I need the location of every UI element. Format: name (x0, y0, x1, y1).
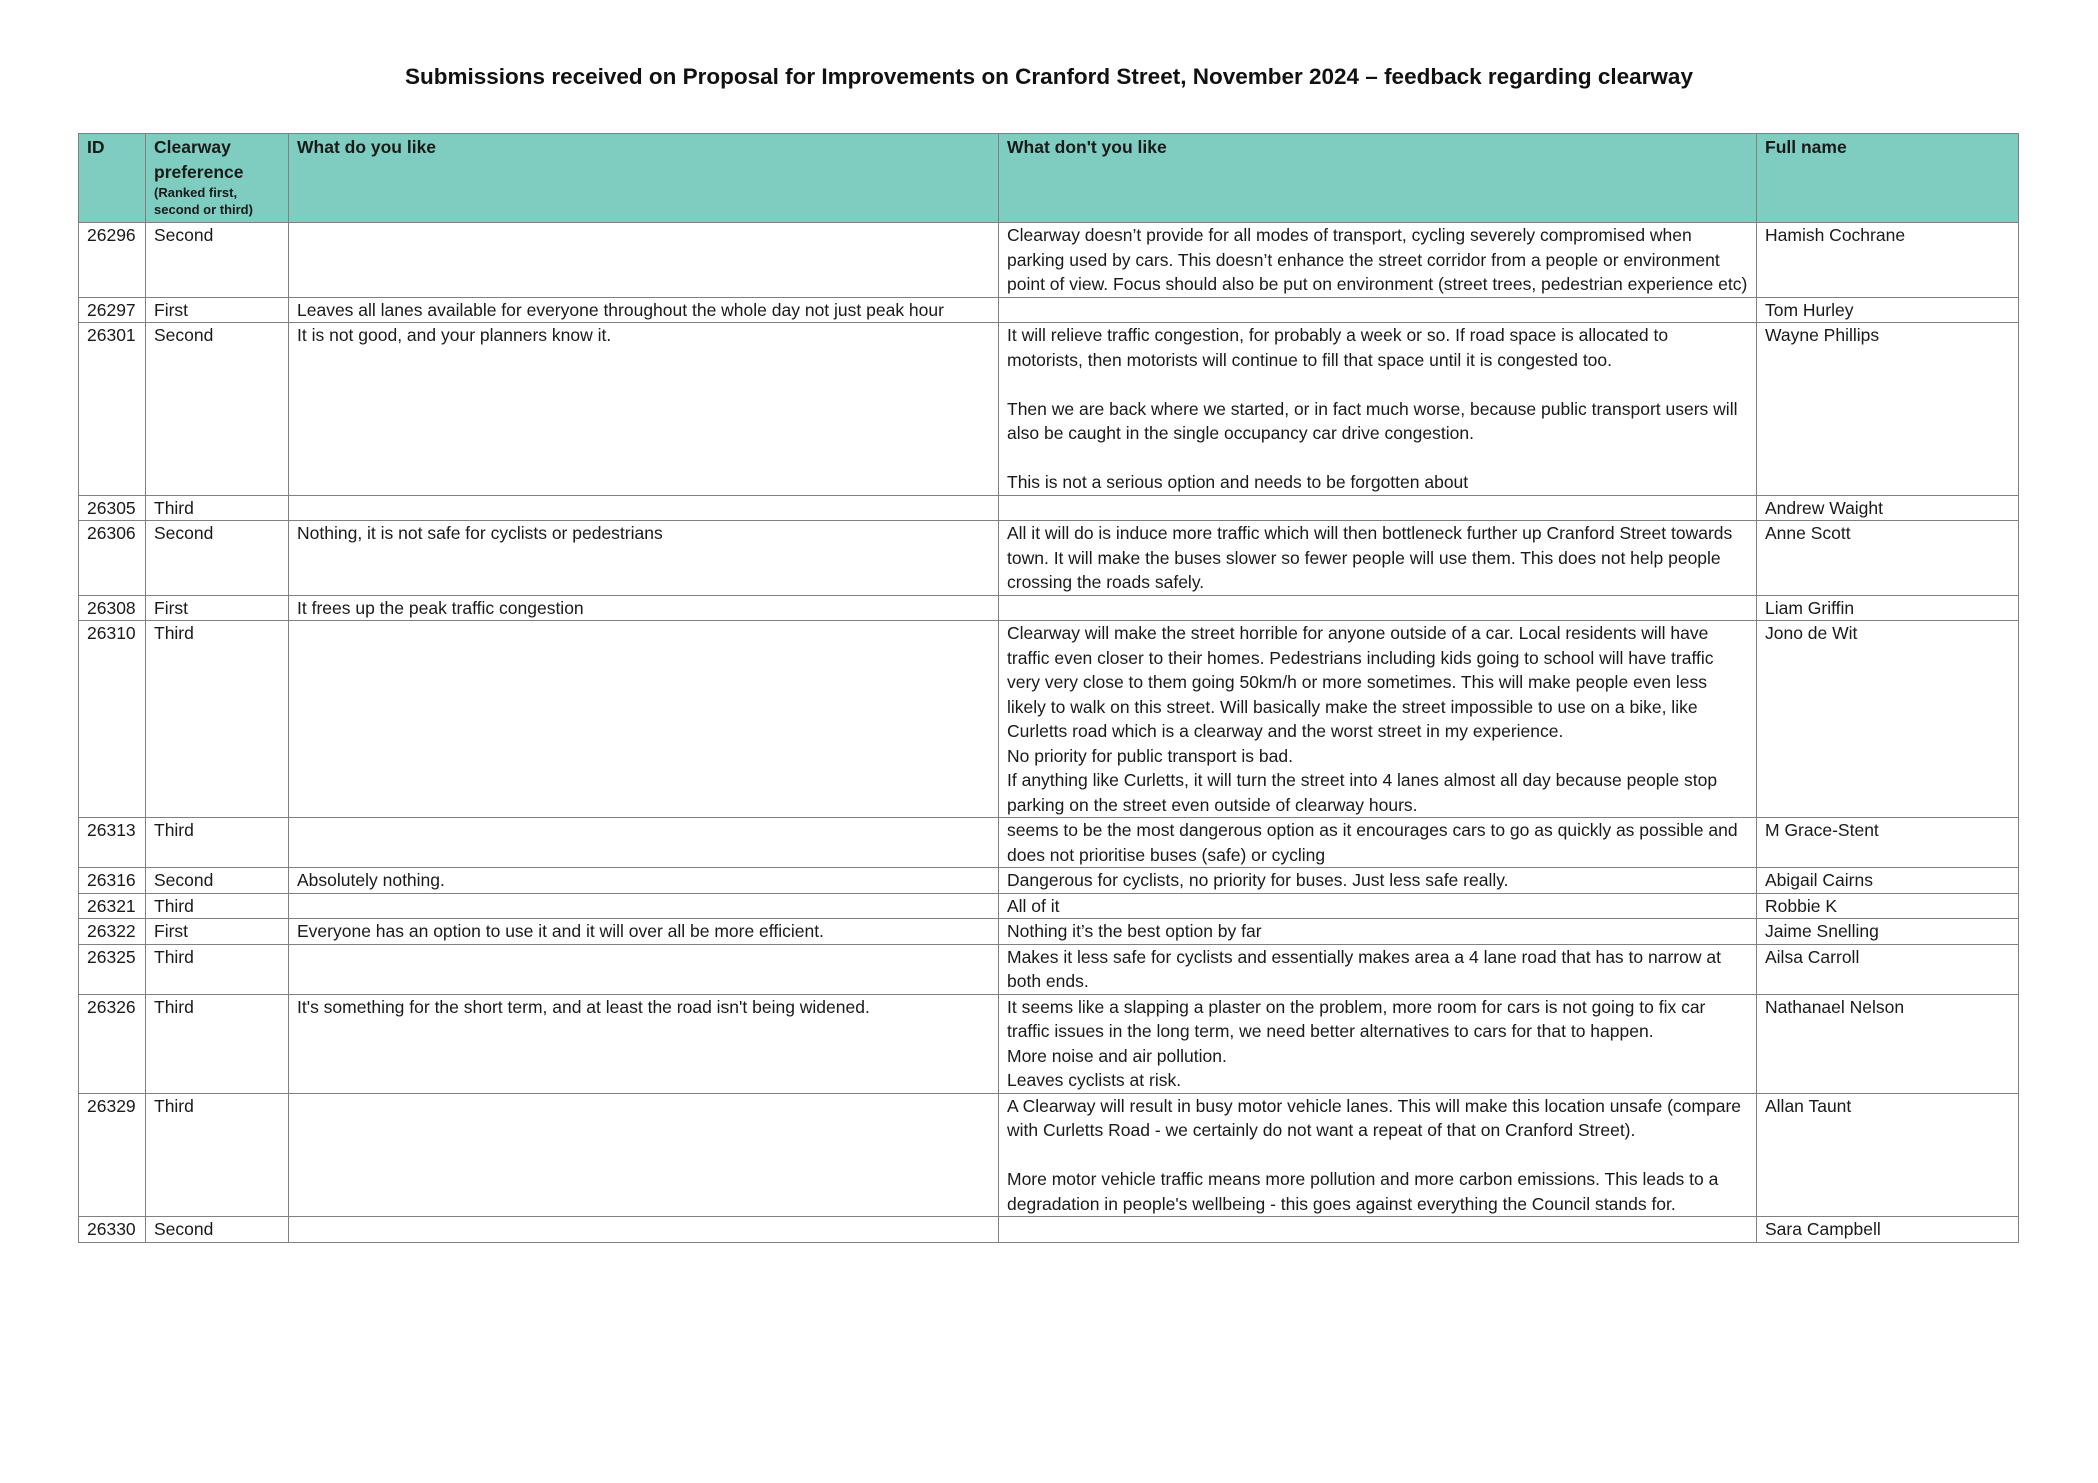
table-row (79, 1217, 2019, 1243)
cell-dislike (999, 323, 1757, 496)
cell-preference-text: Third (154, 497, 194, 518)
cell-dislike (999, 297, 1757, 323)
cell-name (1757, 868, 2019, 894)
cell-name-text: Ailsa Carroll (1765, 946, 1860, 967)
table-row (79, 994, 2019, 1093)
cell-preference-text: First (154, 597, 189, 618)
cell-preference (146, 818, 289, 868)
cell-dislike-text: Clearway doesn’t provide for all modes of transport, cycling severely compromised when parking used by cars. This doesn’t enhance the street corridor from a people or environment point of view. Focus should also be put on environment (street trees, pedestrian experience etc) (1007, 225, 1748, 294)
cell-like (289, 818, 999, 868)
cell-id-text: 26322 (87, 921, 136, 941)
header-dislike (999, 134, 1757, 223)
cell-id-text: 26316 (87, 870, 136, 890)
cell-id-text: 26326 (87, 996, 136, 1017)
header-row (79, 134, 2019, 223)
cell-name-text: Andrew Waight (1765, 497, 1884, 518)
cell-preference (146, 495, 289, 521)
cell-preference-text: Second (154, 870, 214, 890)
cell-like (289, 495, 999, 521)
cell-like (289, 223, 999, 298)
header-preference-note: (Ranked first, second or third) (154, 185, 253, 217)
cell-id (79, 297, 146, 323)
cell-dislike-text: All it will do is induce more traffic which will then bottleneck further up Cranford Street towards town. It will make the buses slower so fewer people will use them. This does not help people crossing the roads safely. (1007, 523, 1733, 592)
cell-id-text: 26321 (87, 895, 136, 916)
cell-name-text: Allan Taunt (1765, 1095, 1852, 1116)
cell-id (79, 1093, 146, 1217)
cell-dislike (999, 595, 1757, 621)
header-like (289, 134, 999, 223)
cell-id (79, 323, 146, 496)
cell-id (79, 919, 146, 945)
cell-name (1757, 1093, 2019, 1217)
cell-name-text: Liam Griffin (1765, 597, 1855, 618)
cell-id-text: 26329 (87, 1095, 136, 1116)
header-preference (146, 134, 289, 223)
cell-name (1757, 223, 2019, 298)
cell-like (289, 919, 999, 945)
cell-dislike-text: It will relieve traffic congestion, for probably a week or so. If road space is allocated to motorists, then motorists will continue to fill that space until it is congested too. Then we are back where we started, or in fact much worse, because public transport users will also be caught in the single occupancy car drive congestion. This is not a serious option and needs to be forgotten about (1007, 325, 1738, 492)
cell-dislike (999, 893, 1757, 919)
cell-like (289, 893, 999, 919)
cell-dislike-text: Dangerous for cyclists, no priority for buses. Just less safe really. (1007, 870, 1509, 890)
cell-id-text: 26296 (87, 225, 136, 245)
cell-preference (146, 1217, 289, 1243)
cell-like-text: Leaves all lanes available for everyone throughout the whole day not just peak hour (297, 299, 944, 320)
cell-preference (146, 868, 289, 894)
table-row (79, 919, 2019, 945)
feedback-table (78, 133, 2019, 1243)
cell-id-text: 26297 (87, 299, 136, 320)
cell-like (289, 994, 999, 1093)
table-row (79, 868, 2019, 894)
cell-preference-text: Second (154, 225, 214, 245)
cell-name (1757, 994, 2019, 1093)
cell-name (1757, 297, 2019, 323)
cell-like (289, 944, 999, 994)
cell-preference-text: Second (154, 1219, 214, 1239)
cell-name-text: Nathanael Nelson (1765, 996, 1905, 1017)
cell-like-text: Absolutely nothing. (297, 870, 445, 890)
cell-name (1757, 919, 2019, 945)
cell-like (289, 1093, 999, 1217)
table-row (79, 595, 2019, 621)
table-row (79, 818, 2019, 868)
cell-dislike-text: A Clearway will result in busy motor vehicle lanes. This will make this location unsafe (compare with Curletts Road - we certainly do not want a repeat of that on Cranford Street). More motor vehicle traffic means more pollution and more carbon emissions. This leads to a degradation in people's wellbeing - this goes against everything the Council stands for. (1007, 1095, 1742, 1214)
header-like-label: What do you like (297, 137, 437, 157)
cell-name-text: Tom Hurley (1765, 299, 1854, 320)
cell-name-text: M Grace-Stent (1765, 820, 1879, 840)
cell-id-text: 26308 (87, 597, 136, 618)
table-body (79, 223, 2019, 1243)
cell-name-text: Jono de Wit (1765, 623, 1858, 643)
cell-like (289, 297, 999, 323)
cell-preference (146, 893, 289, 919)
cell-name-text: Wayne Phillips (1765, 325, 1880, 345)
cell-preference-text: Third (154, 895, 194, 916)
cell-id (79, 1217, 146, 1243)
cell-name (1757, 323, 2019, 496)
cell-name-text: Jaime Snelling (1765, 921, 1879, 941)
cell-id (79, 223, 146, 298)
cell-like (289, 868, 999, 894)
cell-id (79, 595, 146, 621)
table-row (79, 944, 2019, 994)
cell-name (1757, 595, 2019, 621)
page-title: Submissions received on Proposal for Improvements on Cranford Street, November 2024 – feedback regarding clearway (405, 64, 1693, 89)
cell-dislike (999, 868, 1757, 894)
cell-name (1757, 521, 2019, 596)
cell-name (1757, 495, 2019, 521)
header-id (79, 134, 146, 223)
cell-id-text: 26310 (87, 623, 136, 643)
cell-preference (146, 521, 289, 596)
cell-dislike (999, 621, 1757, 818)
cell-dislike (999, 521, 1757, 596)
cell-dislike-text: Nothing it’s the best option by far (1007, 921, 1262, 941)
cell-dislike-text: Clearway will make the street horrible for anyone outside of a car. Local residents will have traffic even closer to their homes. Pedestrians including kids going to school will have traffic very very close to them going 50km/h or more sometimes. This will make people even less likely to walk on this street. Will basically make the street impossible to use on a bike, like Curletts road which is a clearway and the worst street in my experience. No priority for public transport is bad. If anything like Curletts, it will turn the street into 4 lanes almost all day because people stop parking on the street even outside of clearway hours. (1007, 623, 1718, 815)
cell-name-text: Sara Campbell (1765, 1219, 1881, 1239)
cell-name (1757, 818, 2019, 868)
cell-like (289, 323, 999, 496)
header-id-label: ID (87, 137, 105, 157)
table-row (79, 297, 2019, 323)
cell-dislike-text: It seems like a slapping a plaster on the problem, more room for cars is not going to fix car traffic issues in the long term, we need better alternatives to cars for that to happen. More noise and air pollution. Leaves cyclists at risk. (1007, 996, 1706, 1090)
cell-id-text: 26330 (87, 1219, 136, 1239)
cell-name-text: Hamish Cochrane (1765, 225, 1906, 245)
cell-preference (146, 595, 289, 621)
cell-name-text: Robbie K (1765, 895, 1837, 916)
cell-like-text: It's something for the short term, and at least the road isn't being widened. (297, 996, 870, 1017)
cell-name (1757, 1217, 2019, 1243)
cell-name (1757, 893, 2019, 919)
cell-id (79, 621, 146, 818)
cell-dislike (999, 944, 1757, 994)
cell-dislike-text: Makes it less safe for cyclists and essentially makes area a 4 lane road that has to narrow at both ends. (1007, 946, 1721, 991)
header-name-label: Full name (1765, 137, 1847, 157)
cell-id-text: 26305 (87, 497, 136, 518)
cell-like (289, 595, 999, 621)
cell-preference (146, 621, 289, 818)
header-dislike-label: What don't you like (1007, 137, 1167, 157)
cell-preference-text: Third (154, 623, 194, 643)
cell-dislike (999, 994, 1757, 1093)
table-row (79, 1093, 2019, 1217)
cell-id (79, 944, 146, 994)
cell-preference (146, 944, 289, 994)
cell-dislike (999, 223, 1757, 298)
cell-preference-text: Second (154, 325, 214, 345)
cell-preference (146, 994, 289, 1093)
table-row (79, 893, 2019, 919)
cell-id-text: 26301 (87, 325, 136, 345)
cell-id-text: 26325 (87, 946, 136, 967)
header-preference-label: Clearway preference (154, 137, 244, 182)
cell-id (79, 818, 146, 868)
table-row (79, 521, 2019, 596)
header-name (1757, 134, 2019, 223)
table-header (79, 134, 2019, 223)
cell-id (79, 893, 146, 919)
cell-name-text: Anne Scott (1765, 523, 1851, 543)
cell-like (289, 1217, 999, 1243)
cell-like (289, 521, 999, 596)
cell-dislike-text: All of it (1007, 895, 1060, 916)
cell-id-text: 26313 (87, 820, 136, 840)
cell-preference (146, 919, 289, 945)
cell-like-text: It frees up the peak traffic congestion (297, 597, 584, 618)
cell-preference-text: Third (154, 946, 194, 967)
cell-preference-text: Second (154, 523, 214, 543)
cell-id (79, 495, 146, 521)
cell-preference (146, 323, 289, 496)
cell-id (79, 868, 146, 894)
cell-preference (146, 1093, 289, 1217)
cell-name-text: Abigail Cairns (1765, 870, 1873, 890)
cell-preference-text: Third (154, 1095, 194, 1116)
cell-dislike (999, 919, 1757, 945)
cell-preference-text: Third (154, 996, 194, 1017)
cell-preference-text: Third (154, 820, 194, 840)
table-row (79, 495, 2019, 521)
table-row (79, 223, 2019, 298)
cell-id (79, 521, 146, 596)
cell-name (1757, 621, 2019, 818)
cell-dislike (999, 1217, 1757, 1243)
table-row (79, 621, 2019, 818)
cell-preference (146, 223, 289, 298)
cell-dislike (999, 495, 1757, 521)
cell-name (1757, 944, 2019, 994)
cell-id-text: 26306 (87, 523, 136, 543)
table-row (79, 323, 2019, 496)
cell-dislike (999, 818, 1757, 868)
cell-preference (146, 297, 289, 323)
cell-dislike-text: seems to be the most dangerous option as it encourages cars to go as quickly as possible and does not prioritise buses (safe) or cycling (1007, 820, 1738, 865)
cell-like-text: Nothing, it is not safe for cyclists or pedestrians (297, 523, 663, 543)
cell-like-text: It is not good, and your planners know it. (297, 325, 612, 345)
cell-dislike (999, 1093, 1757, 1217)
cell-like (289, 621, 999, 818)
cell-preference-text: First (154, 299, 189, 320)
cell-id (79, 994, 146, 1093)
cell-preference-text: First (154, 921, 189, 941)
cell-like-text: Everyone has an option to use it and it will over all be more efficient. (297, 921, 824, 941)
